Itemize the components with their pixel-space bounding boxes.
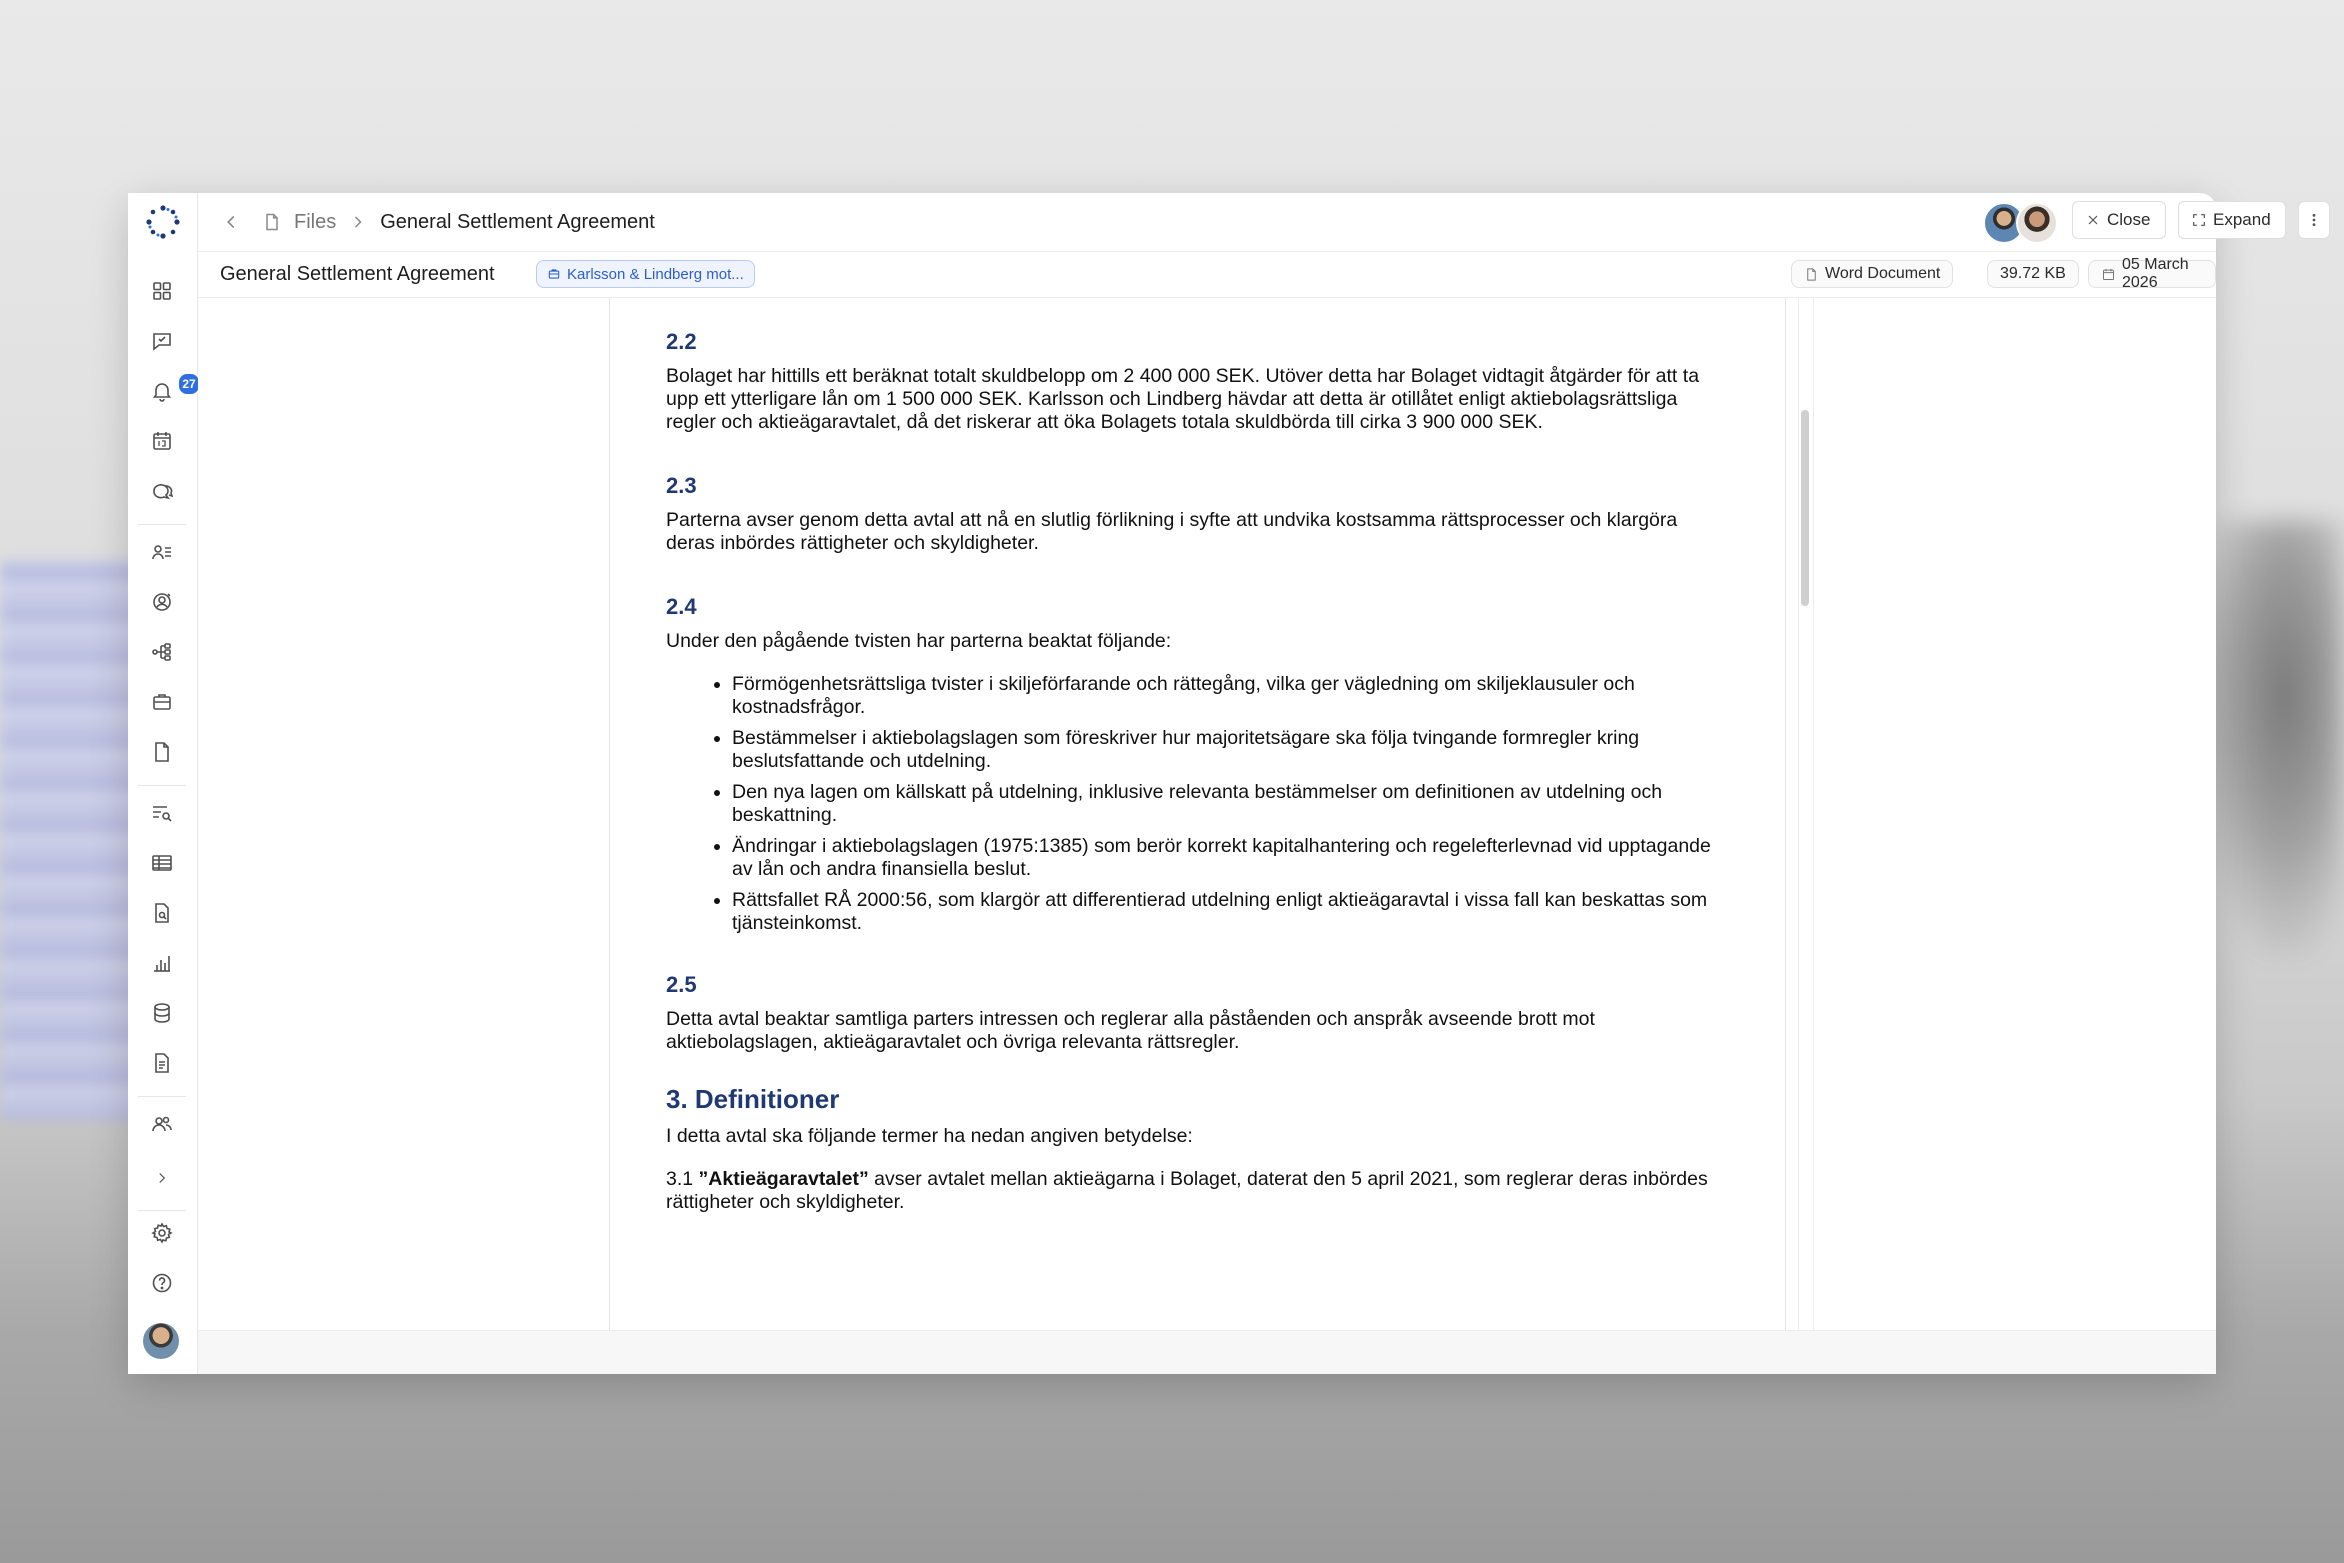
breadcrumb-files-link[interactable]: Files bbox=[294, 210, 337, 233]
section-heading: 2.5 bbox=[666, 972, 697, 997]
breadcrumb bbox=[262, 193, 655, 251]
paragraph: Parterna avser genom detta avtal att nå en slutlig förlikning i syfte att undvika kostsamma rättsprocesser och klargöra deras inbördes rättigheter och skyldigheter. bbox=[666, 509, 1678, 554]
template-icon[interactable] bbox=[147, 1048, 177, 1078]
table-icon[interactable] bbox=[147, 848, 177, 878]
chart-icon[interactable] bbox=[147, 948, 177, 978]
more-options-button[interactable] bbox=[2298, 201, 2330, 239]
dashboard-icon[interactable] bbox=[147, 276, 177, 306]
file-icon bbox=[262, 212, 282, 232]
document-page bbox=[609, 298, 1786, 1331]
close-label: Close bbox=[2107, 210, 2151, 229]
definition-number: 3.1 bbox=[666, 1168, 694, 1190]
list-item: • Rättsfallet RÅ 2000:56, som klargör att differentierad utdelning enligt aktieägaravtal i vissa fall kan beskattas som tjänsteinkomst. bbox=[732, 889, 1726, 935]
paragraph: Under den pågående tvisten har parterna beaktat följande: bbox=[666, 630, 1172, 652]
date-chip bbox=[2088, 256, 2216, 291]
briefcase-icon[interactable] bbox=[147, 687, 177, 717]
list-item: • Ändringar i aktiebolagslagen (1975:1385) som berör korrekt kapitalhantering och regelefterlevnad vid upptagande av lån och andra finansiella beslut. bbox=[732, 835, 1726, 881]
team-icon[interactable] bbox=[147, 1109, 177, 1139]
app-window bbox=[128, 193, 2271, 1374]
chapter-heading: 3. Definitioner bbox=[666, 1084, 840, 1114]
sidebar-separator bbox=[138, 524, 186, 525]
definition-term: ”Aktieägaravtalet” bbox=[698, 1168, 869, 1190]
sidebar-separator bbox=[138, 1210, 186, 1211]
paragraph: Detta avtal beaktar samtliga parters intressen och reglerar alla påståenden och anspråk avseende brott mot aktiebolagslagen, aktieägaravtalet och övriga relevanta rättsregler. bbox=[666, 1008, 1595, 1053]
file-type-chip bbox=[1791, 260, 1953, 288]
gear-icon[interactable] bbox=[147, 1218, 177, 1248]
search-list-icon[interactable] bbox=[147, 798, 177, 828]
expand-icon bbox=[2191, 212, 2207, 228]
list-item: • Den nya lagen om källskatt på utdelning, inklusive relevanta bestämmelser om definitionen av utdelning och beskattning. bbox=[732, 781, 1726, 827]
back-button[interactable] bbox=[220, 193, 242, 251]
document-info-bar bbox=[198, 251, 2216, 298]
section-heading: 2.2 bbox=[666, 329, 697, 354]
close-icon bbox=[2085, 212, 2101, 228]
calendar-icon bbox=[2101, 267, 2116, 282]
calendar-icon[interactable] bbox=[147, 426, 177, 456]
list-item: • Bestämmelser i aktiebolagslagen som föreskriver hur majoritetsägare ska följa tvingande formregler kring beslutsfattande och utdelning. bbox=[732, 727, 1726, 773]
help-icon[interactable] bbox=[147, 1268, 177, 1298]
logo-icon[interactable] bbox=[146, 205, 180, 239]
scrollbar-thumb[interactable] bbox=[1801, 410, 1809, 606]
chevron-right-icon bbox=[348, 212, 368, 232]
list-item: • Förmögenhetsrättsliga tvister i skiljeförfarande och rättegång, vilka ger vägledning om skiljeklausuler och kostnadsfrågor. bbox=[732, 673, 1726, 719]
sidebar bbox=[128, 193, 198, 1374]
paragraph: I detta avtal ska följande termer ha nedan angiven betydelse: bbox=[666, 1125, 1193, 1147]
bullet-list bbox=[666, 673, 1726, 935]
document-title: General Settlement Agreement bbox=[220, 263, 495, 285]
file-size-chip bbox=[1987, 260, 2079, 288]
definition-paragraph bbox=[666, 1168, 1726, 1214]
date-label: 05 March 2026 bbox=[2122, 256, 2189, 291]
definition-text: avser avtalet mellan aktieägarna i Bolaget, daterat den 5 april 2021, som reglerar deras inbördes rättigheter och skyldigheter. bbox=[666, 1168, 1708, 1213]
tasks-icon[interactable] bbox=[147, 326, 177, 356]
breadcrumb-current: General Settlement Agreement bbox=[380, 210, 655, 233]
close-button[interactable] bbox=[2072, 201, 2166, 239]
file-size-label: 39.72 KB bbox=[2000, 265, 2066, 282]
sidebar-separator bbox=[138, 785, 186, 786]
matter-chip-label: Karlsson & Lindberg mot... bbox=[567, 265, 744, 283]
section-heading: 2.3 bbox=[666, 473, 697, 498]
chevron-right-icon[interactable] bbox=[147, 1163, 177, 1193]
document-body bbox=[666, 330, 1726, 1214]
workflow-icon[interactable] bbox=[147, 637, 177, 667]
paragraph: Bolaget har hittills ett beräknat totalt skuldbelopp om 2 400 000 SEK. Utöver detta har Bolaget vidtagit åtgärder för att ta upp ett ytterligare lån om 1 500 000 SEK. Karlsson och Lindberg hävdar att detta är otillåtet enligt aktiebolagsrättsliga regler och aktieägaravtalet, då det riskerar att öka Bolagets totala skuldbörda till cirka 3 900 000 SEK. bbox=[666, 365, 1700, 433]
file-type-label: Word Document bbox=[1825, 265, 1941, 282]
background-blur-right bbox=[2194, 520, 2344, 960]
contacts-icon[interactable] bbox=[147, 537, 177, 567]
sidebar-separator bbox=[138, 1096, 186, 1097]
clients-icon[interactable] bbox=[147, 587, 177, 617]
expand-label: Expand bbox=[2213, 210, 2271, 229]
document-viewer[interactable] bbox=[198, 298, 2216, 1331]
matter-chip[interactable] bbox=[536, 260, 755, 288]
notification-badge: 27 bbox=[177, 372, 201, 396]
section-heading: 2.4 bbox=[666, 594, 697, 619]
database-icon[interactable] bbox=[147, 998, 177, 1028]
chat-icon[interactable] bbox=[147, 476, 177, 506]
footer-strip bbox=[198, 1330, 2216, 1374]
kebab-menu-icon bbox=[2306, 212, 2322, 228]
document-review-icon[interactable] bbox=[147, 898, 177, 928]
user-avatar[interactable] bbox=[143, 1323, 179, 1359]
file-icon bbox=[1804, 267, 1819, 282]
file-icon[interactable] bbox=[147, 737, 177, 767]
bell-icon[interactable] bbox=[147, 376, 196, 406]
collaborator-avatar[interactable] bbox=[2016, 202, 2058, 244]
briefcase-icon bbox=[547, 267, 561, 281]
topbar bbox=[198, 193, 2271, 252]
expand-button[interactable] bbox=[2178, 201, 2286, 239]
